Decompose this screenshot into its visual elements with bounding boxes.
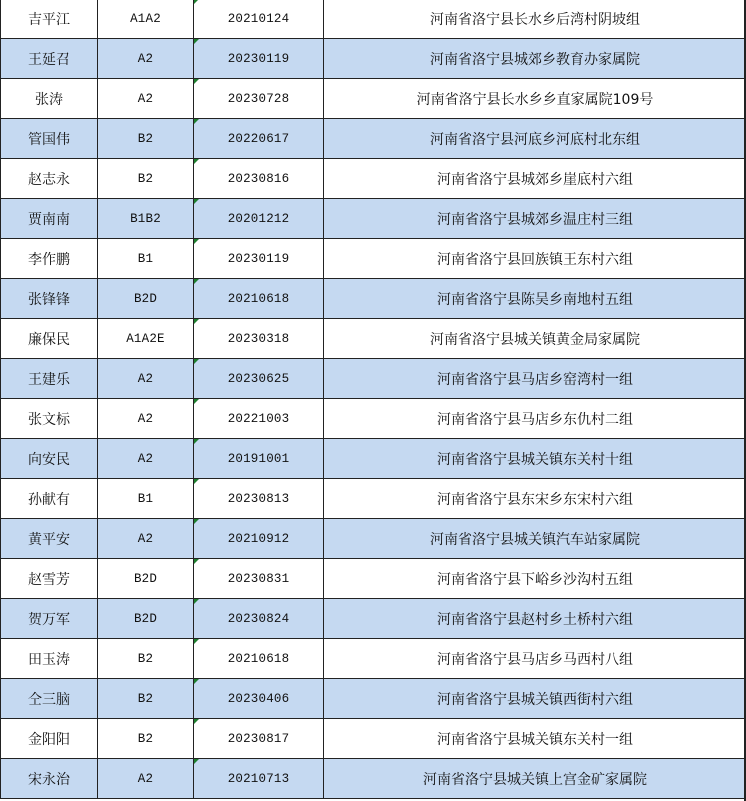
name-cell[interactable]: 管国伟 (1, 119, 98, 159)
license-class-cell[interactable]: A2 (98, 759, 194, 799)
table-row (1, 559, 746, 599)
table-row (1, 399, 746, 439)
address-cell[interactable]: 河南省洛宁县东宋乡东宋村六组 (324, 479, 746, 519)
date-cell[interactable]: 20201212 (194, 199, 324, 239)
table-row (1, 39, 746, 79)
table-row (1, 239, 746, 279)
date-cell[interactable]: 20230119 (194, 239, 324, 279)
date-cell[interactable]: 20230816 (194, 159, 324, 199)
license-class-cell[interactable]: A2 (98, 439, 194, 479)
date-cell[interactable]: 20230824 (194, 599, 324, 639)
license-class-cell[interactable]: B2 (98, 639, 194, 679)
table-row (1, 119, 746, 159)
name-cell[interactable]: 廉保民 (1, 319, 98, 359)
address-cell[interactable]: 河南省洛宁县城郊乡教育办家属院 (324, 39, 746, 79)
date-cell[interactable]: 20210618 (194, 639, 324, 679)
license-class-cell[interactable]: B2D (98, 559, 194, 599)
address-cell[interactable]: 河南省洛宁县下峪乡沙沟村五组 (324, 559, 746, 599)
date-cell[interactable]: 20221003 (194, 399, 324, 439)
name-cell[interactable]: 吉平江 (1, 0, 98, 39)
date-cell[interactable]: 20230406 (194, 679, 324, 719)
table-row (1, 279, 746, 319)
address-cell[interactable]: 河南省洛宁县城郊乡崖底村六组 (324, 159, 746, 199)
name-cell[interactable]: 贺万军 (1, 599, 98, 639)
date-cell[interactable]: 20210618 (194, 279, 324, 319)
name-cell[interactable]: 赵志永 (1, 159, 98, 199)
name-cell[interactable]: 孙献有 (1, 479, 98, 519)
name-cell[interactable]: 赵雪芳 (1, 559, 98, 599)
table-row (1, 599, 746, 639)
table-row (1, 359, 746, 399)
date-cell[interactable]: 20230318 (194, 319, 324, 359)
address-cell[interactable]: 河南省洛宁县城关镇西街村六组 (324, 679, 746, 719)
table-row (1, 479, 746, 519)
license-class-cell[interactable]: B1 (98, 239, 194, 279)
date-cell[interactable]: 20230119 (194, 39, 324, 79)
license-class-cell[interactable]: B2D (98, 599, 194, 639)
name-cell[interactable]: 金阳阳 (1, 719, 98, 759)
address-cell[interactable]: 河南省洛宁县城关镇东关村十组 (324, 439, 746, 479)
address-cell[interactable]: 河南省洛宁县马店乡窑湾村一组 (324, 359, 746, 399)
license-class-cell[interactable]: B2D (98, 279, 194, 319)
license-class-cell[interactable]: A2 (98, 399, 194, 439)
name-cell[interactable]: 张涛 (1, 79, 98, 119)
table-row (1, 639, 746, 679)
address-cell[interactable]: 河南省洛宁县城关镇汽车站家属院 (324, 519, 746, 559)
date-cell[interactable]: 20210124 (194, 0, 324, 39)
license-class-cell[interactable]: A1A2 (98, 0, 194, 39)
name-cell[interactable]: 张文标 (1, 399, 98, 439)
date-cell[interactable]: 20210912 (194, 519, 324, 559)
table-row (1, 759, 746, 799)
license-class-cell[interactable]: B2 (98, 679, 194, 719)
address-cell[interactable]: 河南省洛宁县陈吴乡南地村五组 (324, 279, 746, 319)
license-class-cell[interactable]: A2 (98, 39, 194, 79)
date-cell[interactable]: 20230817 (194, 719, 324, 759)
table-row (1, 319, 746, 359)
license-class-cell[interactable]: A1A2E (98, 319, 194, 359)
date-cell[interactable]: 20230831 (194, 559, 324, 599)
address-cell[interactable]: 河南省洛宁县城郊乡温庄村三组 (324, 199, 746, 239)
address-cell[interactable]: 河南省洛宁县城关镇黄金局家属院 (324, 319, 746, 359)
name-cell[interactable]: 向安民 (1, 439, 98, 479)
table-row (1, 199, 746, 239)
name-cell[interactable]: 王延召 (1, 39, 98, 79)
license-class-cell[interactable]: B1B2 (98, 199, 194, 239)
date-cell[interactable]: 20220617 (194, 119, 324, 159)
license-class-cell[interactable]: B2 (98, 119, 194, 159)
name-cell[interactable]: 张锋锋 (1, 279, 98, 319)
license-class-cell[interactable]: A2 (98, 359, 194, 399)
table-row (1, 159, 746, 199)
table-row (1, 679, 746, 719)
table-row (1, 0, 746, 39)
table-body (1, 0, 746, 799)
license-class-cell[interactable]: B2 (98, 159, 194, 199)
license-class-cell[interactable]: A2 (98, 519, 194, 559)
name-cell[interactable]: 王建乐 (1, 359, 98, 399)
address-cell[interactable]: 河南省洛宁县马店乡东仇村二组 (324, 399, 746, 439)
table-row (1, 719, 746, 759)
address-cell[interactable]: 河南省洛宁县长水乡乡直家属院109号 (324, 79, 746, 119)
date-cell[interactable]: 20230625 (194, 359, 324, 399)
license-class-cell[interactable]: B2 (98, 719, 194, 759)
name-cell[interactable]: 黄平安 (1, 519, 98, 559)
name-cell[interactable]: 田玉涛 (1, 639, 98, 679)
address-cell[interactable]: 河南省洛宁县回族镇王东村六组 (324, 239, 746, 279)
table-row (1, 79, 746, 119)
date-cell[interactable]: 20230728 (194, 79, 324, 119)
address-cell[interactable]: 河南省洛宁县河底乡河底村北东组 (324, 119, 746, 159)
date-cell[interactable]: 20210713 (194, 759, 324, 799)
license-class-cell[interactable]: A2 (98, 79, 194, 119)
name-cell[interactable]: 宋永治 (1, 759, 98, 799)
table-row (1, 439, 746, 479)
address-cell[interactable]: 河南省洛宁县长水乡后湾村阴坡组 (324, 0, 746, 39)
name-cell[interactable]: 李作鹏 (1, 239, 98, 279)
date-cell[interactable]: 20191001 (194, 439, 324, 479)
address-cell[interactable]: 河南省洛宁县城关镇上宫金矿家属院 (324, 759, 746, 799)
name-cell[interactable]: 仝三脑 (1, 679, 98, 719)
address-cell[interactable]: 河南省洛宁县马店乡马西村八组 (324, 639, 746, 679)
date-cell[interactable]: 20230813 (194, 479, 324, 519)
license-class-cell[interactable]: B1 (98, 479, 194, 519)
table-row (1, 519, 746, 559)
name-cell[interactable]: 贾南南 (1, 199, 98, 239)
address-cell[interactable]: 河南省洛宁县城关镇东关村一组 (324, 719, 746, 759)
address-cell[interactable]: 河南省洛宁县赵村乡土桥村六组 (324, 599, 746, 639)
